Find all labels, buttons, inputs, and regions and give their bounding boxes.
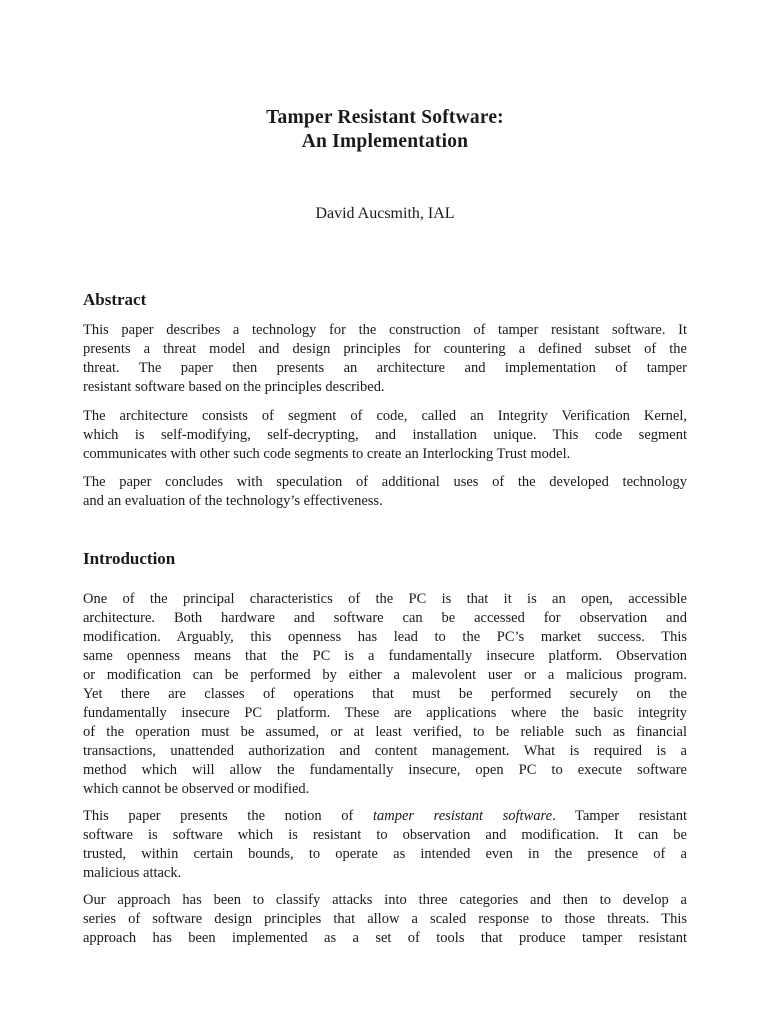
text-line: fundamentally insecure PC platform. These are applications where the basic integrity (83, 705, 687, 721)
text-line: trusted, within certain bounds, to operate as intended even in the presence of a (83, 846, 687, 862)
introduction-paragraph-2 (83, 807, 687, 883)
text-line: transactions, unattended authorization and content management. What is required is a (83, 743, 687, 759)
title-line-1: Tamper Resistant Software: (266, 107, 504, 128)
text-line: communicates with other such code segments to create an Interlocking Trust model. (83, 446, 571, 462)
introduction-paragraph-1 (83, 590, 687, 799)
text-line: of the operation must be assumed, or at least verified, to be reliable such as financial (83, 724, 687, 740)
text-line: resistant software based on the principles described. (83, 379, 385, 395)
abstract-heading: Abstract (83, 290, 147, 309)
text-line: presents a threat model and design principles for countering a defined subset of the (83, 341, 687, 357)
abstract-paragraph-3 (83, 473, 687, 511)
introduction-paragraph-3 (83, 891, 687, 948)
text-line: One of the principal characteristics of the PC is that it is an open, accessible (83, 591, 687, 607)
text-line: approach has been implemented as a set of tools that produce tamper resistant (83, 930, 687, 946)
author-line: David Aucsmith, IAL (315, 205, 455, 222)
text-line: Yet there are classes of operations that must be performed securely on the (83, 686, 687, 702)
text-line: same openness means that the PC is a fundamentally insecure platform. Observation (83, 648, 687, 664)
text-line: which cannot be observed or modified. (83, 781, 310, 797)
text-line: or modification can be performed by either a malevolent user or a malicious program. (83, 667, 687, 683)
text-line: and an evaluation of the technology’s effectiveness. (83, 493, 383, 509)
text-line: The paper concludes with speculation of additional uses of the developed technology (83, 474, 687, 490)
title-line-2: An Implementation (301, 131, 469, 152)
text-line: modification. Arguably, this openness has lead to the PC’s market success. This (83, 629, 687, 645)
text-run: This paper presents the notion of (83, 808, 354, 824)
text-line (83, 807, 687, 826)
text-line: software is software which is resistant to observation and modification. It can be (83, 827, 687, 843)
text-line: threat. The paper then presents an architecture and implementation of tamper (83, 360, 687, 376)
text-line: which is self-modifying, self-decrypting, and installation unique. This code segment (83, 427, 687, 443)
text-line: malicious attack. (83, 865, 182, 881)
text-line: method which will allow the fundamentally insecure, open PC to execute software (83, 762, 687, 778)
paper-page (83, 0, 687, 1024)
text-line: This paper describes a technology for the construction of tamper resistant software. It (83, 322, 687, 338)
abstract-paragraph-1 (83, 321, 687, 397)
introduction-heading: Introduction (83, 549, 176, 568)
text-line: architecture. Both hardware and software can be accessed for observation and (83, 610, 687, 626)
paper-title (83, 106, 687, 154)
text-line: Our approach has been to classify attacks into three categories and then to develop a (83, 892, 687, 908)
emphasis-term: tamper resistant software (372, 808, 553, 824)
text-line: series of software design principles that allow a scaled response to those threats. This (83, 911, 687, 927)
text-line: The architecture consists of segment of code, called an Integrity Verification Kernel, (83, 408, 687, 424)
abstract-paragraph-2 (83, 407, 687, 464)
text-run: . Tamper resistant (552, 808, 687, 824)
